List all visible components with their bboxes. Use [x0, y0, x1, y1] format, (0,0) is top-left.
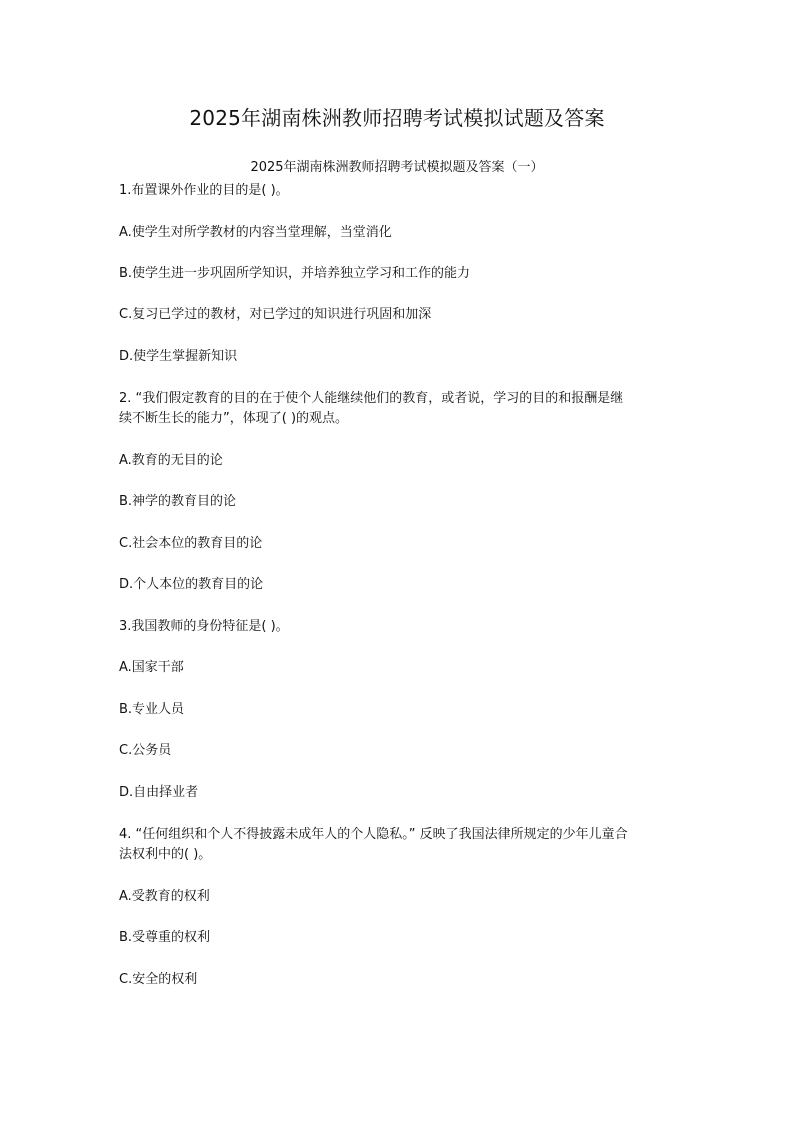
question-3-option-d: D.自由择业者 [119, 785, 199, 800]
question-2-option-c: C.社会本位的教育目的论 [119, 536, 263, 551]
question-2-stem-line-2: 续不断生长的能力”，体现了( )的观点。 [119, 411, 349, 426]
question-2-option-b: B.神学的教育目的论 [119, 494, 237, 509]
question-3-option-a: A.国家干部 [119, 660, 184, 675]
question-2-option-a: A.教育的无目的论 [119, 453, 223, 468]
document-subtitle: 2025年湖南株洲教师招聘考试模拟题及答案（一） [250, 160, 544, 175]
question-1-option-a: A.使学生对所学教材的内容当堂理解，当堂消化 [119, 225, 392, 240]
question-1-stem: 1.布置课外作业的目的是( )。 [119, 183, 289, 198]
question-4-option-b: B.受尊重的权利 [119, 930, 211, 945]
question-4-stem-line-2: 法权利中的( )。 [119, 847, 212, 862]
document-title: 2025年湖南株洲教师招聘考试模拟试题及答案 [189, 106, 605, 130]
question-4-option-c: C.安全的权利 [119, 972, 198, 987]
question-2-stem-line-1: 2. “我们假定教育的目的在于使个人能继续他们的教育，或者说，学习的目的和报酬是继 [119, 391, 624, 406]
question-3-option-c: C.公务员 [119, 743, 172, 758]
question-4-stem-line-1: 4. “任何组织和个人不得披露未成年人的个人隐私。” 反映了我国法律所规定的少年儿童合 [119, 827, 628, 842]
question-3-option-b: B.专业人员 [119, 702, 185, 717]
question-1-option-b: B.使学生进一步巩固所学知识，并培养独立学习和工作的能力 [119, 266, 471, 281]
question-3-stem: 3.我国教师的身份特征是( )。 [119, 619, 289, 634]
question-1-option-c: C.复习已学过的教材，对已学过的知识进行巩固和加深 [119, 307, 432, 322]
question-4-option-a: A.受教育的权利 [119, 889, 210, 904]
question-1-option-d: D.使学生掌握新知识 [119, 349, 238, 364]
question-2-option-d: D.个人本位的教育目的论 [119, 577, 264, 592]
